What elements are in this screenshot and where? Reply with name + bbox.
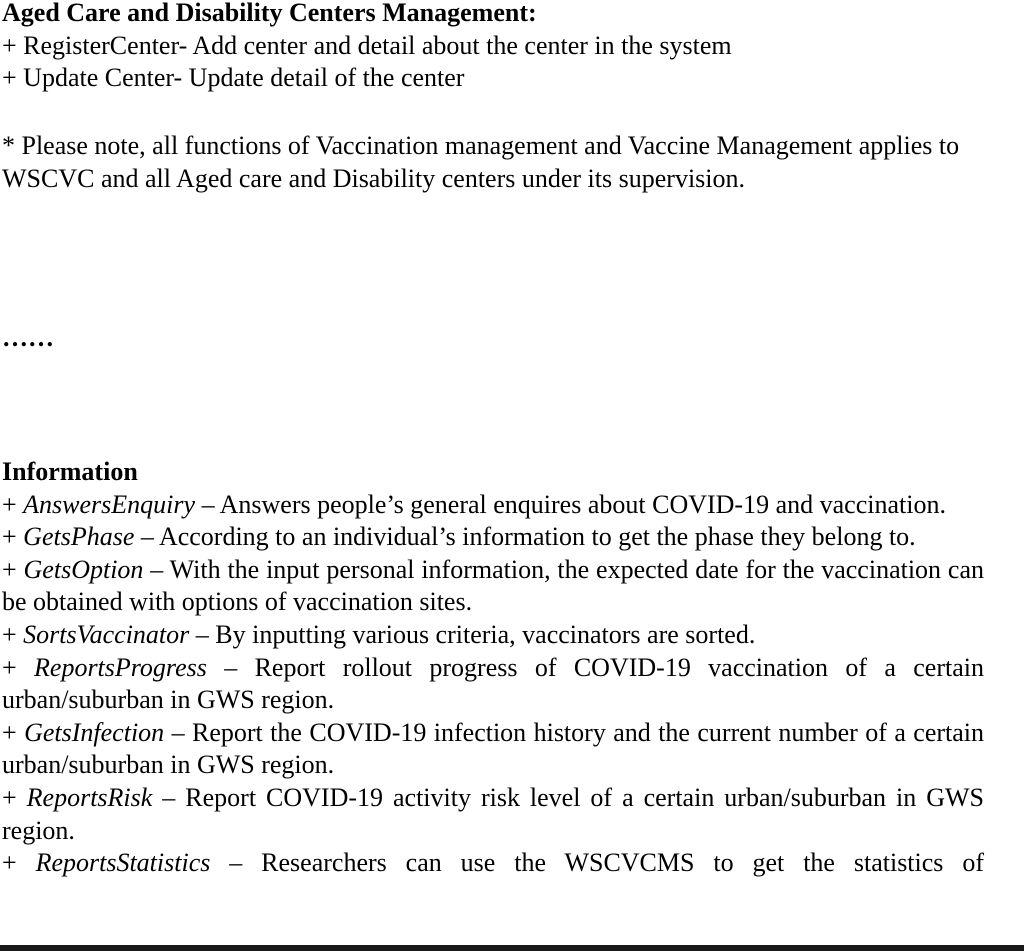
list-item: [2, 619, 984, 652]
function-name: SortsVaccinator: [23, 619, 190, 649]
item-prefix: +: [2, 782, 27, 812]
function-name: GetsInfection: [24, 717, 165, 747]
list-item: [2, 521, 984, 554]
function-name: GetsOption: [23, 554, 144, 584]
list-item: + Update Center- Update detail of the center: [2, 63, 465, 93]
information-section: [2, 456, 984, 880]
note-paragraph: * Please note, all functions of Vaccination management and Vaccine Management applies to WSCVC and all Aged care and Disability centers under its supervision.: [2, 131, 960, 193]
function-description: – Researchers can use the WSCVCMS to get the statistics of: [210, 848, 984, 878]
function-description: – By inputting various criteria, vaccinators are sorted.: [189, 619, 756, 649]
function-name: ReportsProgress: [34, 652, 207, 682]
section-heading: Information: [2, 457, 138, 486]
item-prefix: +: [2, 489, 24, 519]
item-prefix: +: [2, 619, 24, 649]
function-name: ReportsStatistics: [35, 848, 211, 878]
ellipsis: ……: [2, 323, 54, 352]
bottom-edge-bar: [0, 945, 1024, 951]
list-item: + RegisterCenter- Add center and detail about the center in the system: [2, 30, 732, 60]
list-item: [2, 554, 984, 619]
function-name: ReportsRisk: [26, 782, 153, 812]
section-heading: Aged Care and Disability Centers Management:: [2, 0, 537, 27]
item-prefix: +: [2, 848, 36, 878]
function-name: AnswersEnquiry: [23, 489, 196, 519]
function-description: – Report the COVID-19 infection history and the current number of a certain urban/suburban in GWS region.: [2, 717, 985, 780]
list-item: [2, 489, 984, 522]
function-description: – With the input personal information, the expected date for the vaccination can be obtained with options of vaccination sites.: [2, 554, 984, 617]
item-prefix: +: [2, 652, 35, 682]
item-prefix: +: [2, 522, 24, 552]
aged-care-section: [2, 0, 984, 95]
function-description: – Answers people’s general enquires about COVID-19 and vaccination.: [195, 489, 946, 519]
function-name: GetsPhase: [23, 522, 135, 552]
list-item: [2, 782, 984, 847]
list-item: [2, 652, 984, 717]
function-description: – Report COVID-19 activity risk level of a certain urban/suburban in GWS region.: [2, 782, 984, 845]
item-prefix: +: [2, 554, 24, 584]
note-paragraph-container: [2, 130, 962, 195]
ellipsis-container: [2, 322, 984, 355]
list-item: [2, 847, 984, 880]
item-prefix: +: [2, 717, 25, 747]
function-description: – According to an individual’s information to get the phase they belong to.: [134, 522, 916, 552]
function-description: – Report rollout progress of COVID-19 vaccination of a certain urban/suburban in GWS region.: [2, 652, 984, 715]
list-item: [2, 717, 984, 782]
